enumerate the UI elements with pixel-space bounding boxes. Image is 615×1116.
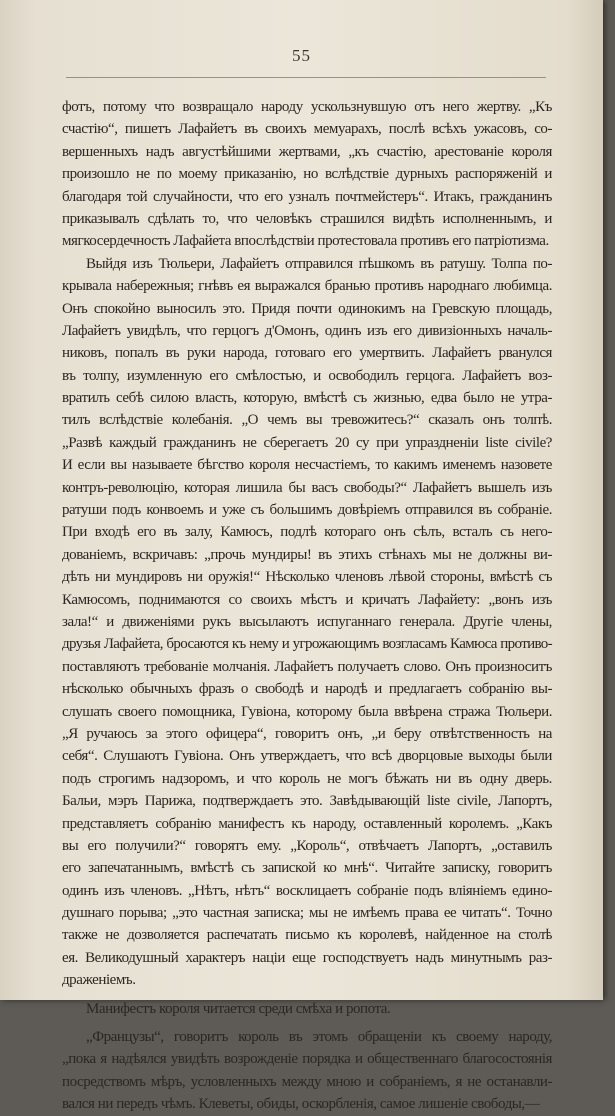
text-line: никовъ, попалъ въ руки народа, готоваго его умертвить. Лафайетъ рванулся	[62, 345, 552, 362]
text-line: фотъ, потому что возвращало народу ускользнувшую отъ него жертву. „Къ	[62, 99, 552, 115]
text-line: ратуши подъ конвоемъ и уже съ большимъ довѣріемъ отправился въ собраніе.	[62, 502, 552, 519]
text-line: драженіемъ.	[62, 972, 136, 989]
text-line: вратилъ себѣ силою власть, которую, вмѣстѣ съ жизнью, едва было не утра-	[62, 390, 552, 407]
text-line: „пока я надѣялся увидѣть возрожденіе порядка и общественнаго благосостоянія	[62, 1051, 552, 1068]
paragraph	[62, 96, 552, 253]
text-line: зала!“ и движеніями рукъ высылаютъ испуганнаго генерала. Другіе члены,	[62, 613, 552, 630]
text-line: дѣть ни мундировъ ни оружія!“ Нѣсколько членовъ лѣвой стороны, вмѣстѣ съ	[62, 569, 552, 586]
text-line: И если вы называете бѣгство короля несчастіемъ, то какимъ именемъ назовете	[62, 457, 552, 474]
text-line: Бальи, мэръ Парижа, подтверждаетъ это. Завѣдывающій liste civile, Лапортъ,	[62, 793, 552, 810]
text-line: дованіемъ, вскричавъ: „прочь мундиры! въ этихъ стѣнахъ мы не должны ви-	[62, 546, 552, 563]
text-line: ея. Великодушный характеръ націи еще господствуетъ надъ минутнымъ раз-	[62, 949, 552, 966]
text-line: посредствомъ мѣръ, условленныхъ между мною и собраніемъ, я не останавли-	[62, 1073, 552, 1090]
text-line: одинъ изъ членовъ. „Нѣтъ, нѣтъ“ восклицаетъ собраніе подъ вліяніемъ едино-	[62, 882, 552, 899]
text-line: вы его получили?“ говорятъ ему. „Король“, отвѣчаетъ Лапортъ, „оставилъ	[62, 837, 552, 854]
text-line: приказывалъ сдѣлать то, что человѣкъ страшился видѣть исполненнымъ, и	[62, 210, 552, 227]
text-line: вался ни передъ чѣмъ. Клеветы, обиды, оскорбленія, самое лишеніе свободы,—	[62, 1096, 540, 1113]
paragraph	[62, 1026, 552, 1116]
text-line: Выйдя изъ Тюльери, Лафайетъ отправился пѣшкомъ въ ратушу. Толпа по-	[86, 255, 552, 272]
text-line: счастію“, пишетъ Лафайетъ въ своихъ мемуарахъ, послѣ всѣхъ ужасовъ, со-	[62, 121, 552, 138]
text-line: Манифестъ короля читается среди смѣха и ропота.	[86, 1000, 391, 1017]
text-line: Лафайетъ увидѣлъ, что герцогъ д'Омонъ, одинъ изъ его дивизіонныхъ началь-	[62, 322, 552, 339]
text-line: благодаря той случайности, что его узналъ почтмейстеръ“. Итакъ, гражданинъ	[62, 188, 552, 205]
text-line: представляетъ собранію манифестъ къ народу, оставленный королемъ. „Какъ	[62, 815, 552, 832]
text-line: крывала набережныя; гнѣвъ ея выражался бранью противъ народнаго любимца.	[62, 278, 552, 295]
text-line: „Развѣ каждый гражданинъ не сберегаетъ 20 су при упраздненіи liste civile?	[62, 434, 552, 451]
text-line: его запечатаннымъ, вмѣстѣ съ запиской ко мнѣ“. Читайте записку, говоритъ	[62, 860, 552, 877]
text-line: друзья Лафайета, бросаются къ нему и угрожающимъ возгласамъ Камюса противо-	[62, 636, 552, 653]
text-line: вершенныхъ надъ августѣйшими жертвами, „къ счастію, арестованіе короля	[62, 143, 552, 160]
page-header	[0, 46, 603, 66]
page-body-text	[62, 96, 552, 1116]
header-rule	[66, 77, 546, 78]
text-line: поставляютъ требованіе молчанія. Лафайетъ получаетъ слово. Онъ произноситъ	[62, 658, 552, 675]
page-number: 55	[292, 46, 311, 65]
text-line: Онъ спокойно выносилъ это. Придя почти одинокимъ на Гревскую площадь,	[62, 300, 552, 317]
text-line: душнаго порыва; „это частная записка; мы не имѣемъ права ее читать“. Точно	[62, 905, 552, 922]
text-line: произошло не по моему приказанію, но вслѣдствіе дурныхъ распоряженій и	[62, 166, 552, 183]
text-line: въ толпу, изумленную его смѣлостью, и освободилъ герцога. Лафайетъ воз-	[62, 367, 552, 384]
text-line: „Я ручаюсь за этого офицера“, говоритъ онъ, „и беру отвѣтственность на	[62, 725, 552, 742]
text-line: мягкосердечность Лафайета впослѣдствіи протестовала противъ его патріотизма.	[62, 233, 549, 250]
text-line: При входѣ его въ залу, Камюсъ, подлѣ котораго онъ сѣлъ, всталъ съ него-	[62, 524, 552, 541]
text-line: подъ строгимъ надзоромъ, и что король не могъ бѣжать ни въ одну дверь.	[62, 770, 552, 787]
paragraph	[62, 253, 552, 992]
text-line: себя“. Слушаютъ Гувіона. Онъ утверждаетъ, что всѣ дворцовые выходы были	[62, 748, 552, 765]
text-line: „Французы“, говоритъ король въ этомъ обращеніи къ своему народу,	[86, 1029, 552, 1046]
paragraph	[62, 998, 552, 1020]
text-line: Камюсомъ, поднимаются со своихъ мѣстъ и кричатъ Лафайету: „вонъ изъ	[62, 591, 552, 608]
text-line: контръ-революцію, которая лишила бы васъ свободы?“ Лафайетъ вышелъ изъ	[62, 479, 552, 496]
text-line: слушать своего помощника, Гувіона, которому была ввѣрена стража Тюльери.	[62, 703, 552, 720]
text-line: также не дозволяется распечатать письмо къ королевѣ, найденное на столѣ	[62, 927, 552, 944]
text-line: тилъ вслѣдствіе колебанія. „О чемъ вы тревожитесь?“ сказалъ онъ толпѣ.	[62, 412, 552, 429]
text-line: нѣсколько обычныхъ фразъ о свободѣ и народѣ и предлагаетъ собранію вы-	[62, 681, 552, 698]
